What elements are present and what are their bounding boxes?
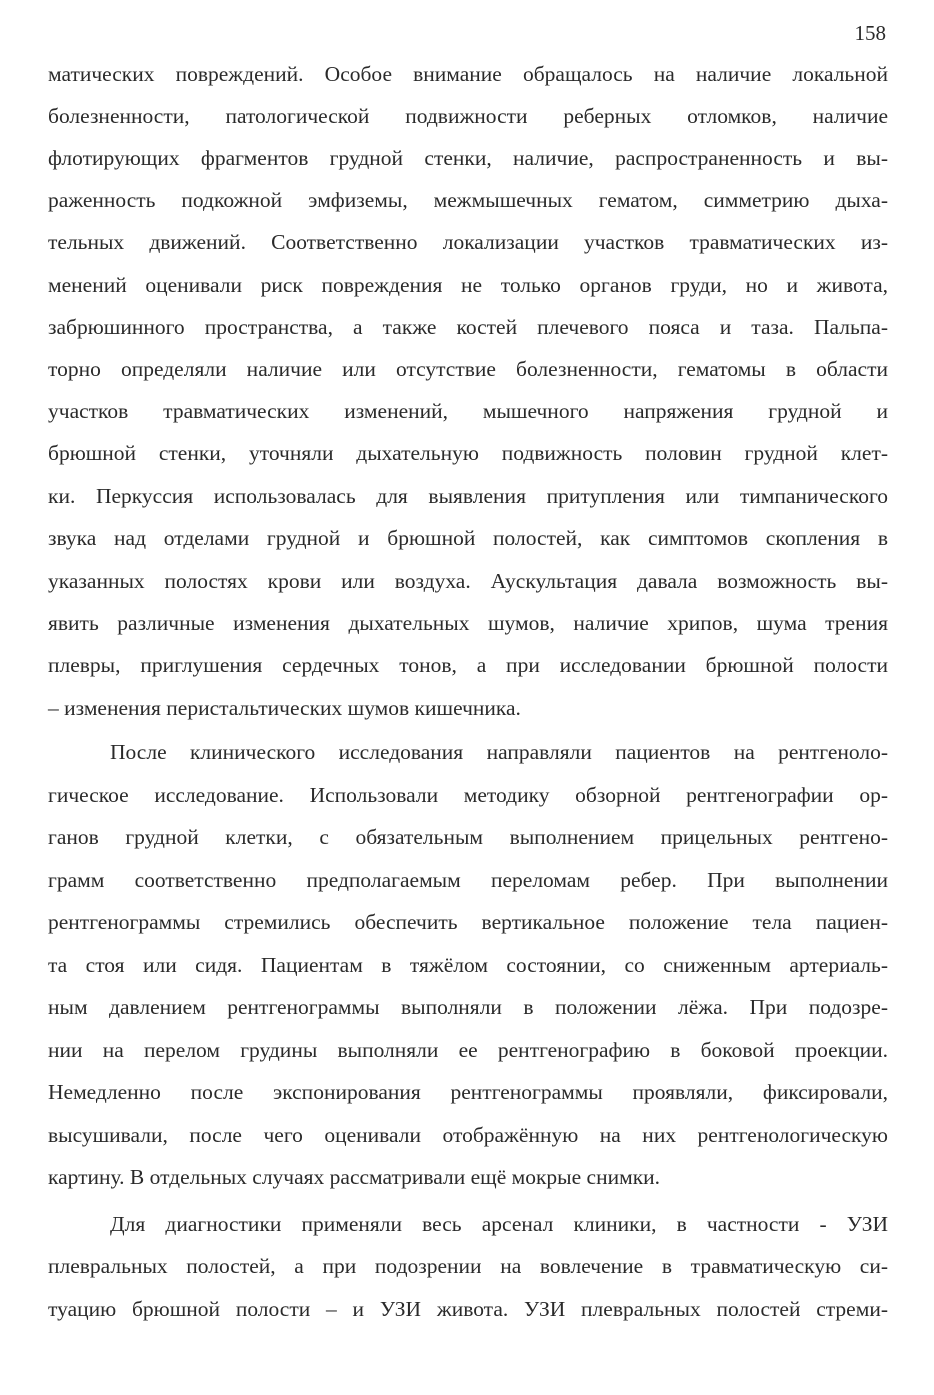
text-line: картину. В отдельных случаях рассматривали ещё мокрые снимки. <box>48 1165 661 1189</box>
text-line: матических повреждений. Особое внимание обращалось на наличие локальной <box>48 62 888 86</box>
text-line: туацию брюшной полости – и УЗИ живота. УЗИ плевральных полостей стреми- <box>48 1297 888 1321</box>
text-line: – изменения перистальтических шумов кишечника. <box>48 696 521 720</box>
text-line: брюшной стенки, уточняли дыхательную подвижность половин грудной клет- <box>48 441 888 465</box>
text-line: раженность подкожной эмфиземы, межмышечных гематом, симметрию дыха- <box>48 188 888 212</box>
text-line: грамм соответственно предполагаемым переломам ребер. При выполнении <box>48 868 888 892</box>
text-line: флотирующих фрагментов грудной стенки, наличие, распространенность и вы- <box>48 146 888 170</box>
text-line: плевральных полостей, а при подозрении на вовлечение в травматическую си- <box>48 1254 888 1278</box>
text-line: болезненности, патологической подвижности реберных отломков, наличие <box>48 104 888 128</box>
text-line: указанных полостях крови или воздуха. Аускультация давала возможность вы- <box>48 569 888 593</box>
text-line: звука над отделами грудной и брюшной полостей, как симптомов скопления в <box>48 526 888 550</box>
text-line: Немедленно после экспонирования рентгенограммы проявляли, фиксировали, <box>48 1080 888 1104</box>
text-line: плевры, приглушения сердечных тонов, а при исследовании брюшной полости <box>48 653 888 677</box>
text-line: высушивали, после чего оценивали отображённую на них рентгенологическую <box>48 1123 888 1147</box>
text-line: нии на перелом грудины выполняли ее рентгенографию в боковой проекции. <box>48 1038 888 1062</box>
text-line: ганов грудной клетки, с обязательным выполнением прицельных рентгено- <box>48 825 888 849</box>
paragraph-first-line: После клинического исследования направляли пациентов на рентгеноло- <box>110 740 888 764</box>
text-line: тельных движений. Соответственно локализации участков травматических из- <box>48 230 888 254</box>
text-line: та стоя или сидя. Пациентам в тяжёлом состоянии, со сниженным артериаль- <box>48 953 888 977</box>
text-line: рентгенограммы стремились обеспечить вертикальное положение тела пациен- <box>48 910 888 934</box>
paragraph-first-line: Для диагностики применяли весь арсенал клиники, в частности - УЗИ <box>110 1212 888 1236</box>
text-line: торно определяли наличие или отсутствие болезненности, гематомы в области <box>48 357 888 381</box>
text-line: явить различные изменения дыхательных шумов, наличие хрипов, шума трения <box>48 611 888 635</box>
page-number: 158 <box>854 21 886 45</box>
text-line: участков травматических изменений, мышечного напряжения грудной и <box>48 399 888 423</box>
text-line: менений оценивали риск повреждения не только органов груди, но и живота, <box>48 273 888 297</box>
text-line: ки. Перкуссия использовалась для выявления притупления или тимпанического <box>48 484 888 508</box>
text-line: ным давлением рентгенограммы выполняли в положении лёжа. При подозре- <box>48 995 888 1019</box>
text-line: гическое исследование. Использовали методику обзорной рентгенографии ор- <box>48 783 888 807</box>
text-line: забрюшинного пространства, а также костей плечевого пояса и таза. Пальпа- <box>48 315 888 339</box>
